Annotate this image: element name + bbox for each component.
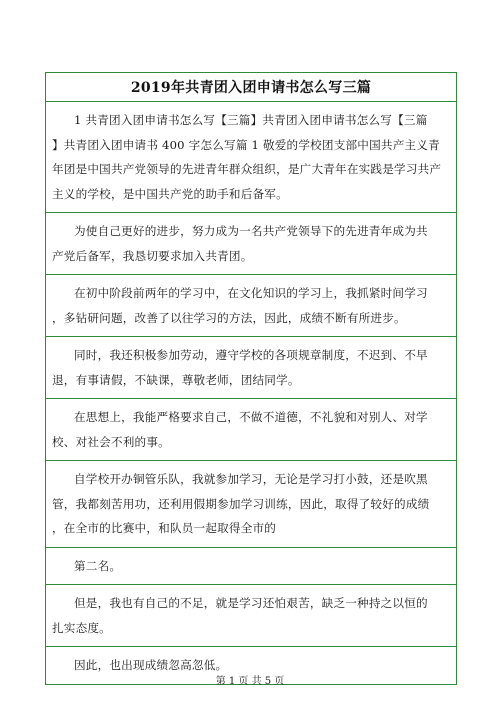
paragraph-line: 管，我都刻苦用功，还利用假期参加学习训练，因此，取得了较好的成绩 — [52, 496, 430, 511]
paragraph-1 — [46, 102, 456, 213]
paragraph-line: 产党后备军，我恳切要求加入共青团。 — [52, 248, 253, 263]
paragraph-7 — [46, 548, 456, 586]
paragraph-line: 1 共青团入团申请书怎么写【三篇】共青团入团申请书怎么写【三篇 — [74, 113, 428, 127]
paragraph-3 — [46, 275, 456, 337]
paragraph-6 — [46, 461, 456, 548]
paragraph-line: 同时，我还积极参加劳动，遵守学校的各项规章制度，不迟到、不早 — [74, 348, 428, 362]
paragraph-2 — [46, 213, 456, 275]
paragraph-line: 校、对社会不利的事。 — [52, 434, 170, 449]
paragraph-line: 扎实态度。 — [52, 620, 111, 635]
paragraph-line: 主义的学校，是中国共产党的助手和后备军。 — [52, 186, 288, 201]
paragraph-line: 】共青团入团申请书 400 字怎么写篇 1 敬爱的学校团支部中国共产主义青 — [52, 137, 440, 152]
paragraph-line: 在初中阶段前两年的学习中，在文化知识的学习上，我抓紧时间学习 — [74, 286, 428, 300]
paragraph-line: 在思想上，我能严格要求自己，不做不道德，不礼貌和对别人、对学 — [74, 410, 428, 424]
paragraph-line: ，在全市的比赛中，和队员一起取得全市的 — [52, 521, 277, 535]
paragraph-line: 第二名。 — [74, 558, 122, 573]
paragraph-line: 年团是中国共产党领导的先进青年群众组织，是广大青年在实践是学习共产 — [52, 162, 442, 176]
paragraph-5 — [46, 399, 456, 461]
paragraph-4 — [46, 337, 456, 399]
paragraph-line: 退，有事请假，不缺课，尊敬老师，团结同学。 — [52, 372, 300, 387]
page-indicator: 第 1 页 共 5 页 — [215, 676, 285, 687]
paragraph-line: 但是，我也有自己的不足，就是学习还怕艰苦，缺乏一种持之以恒的 — [74, 596, 428, 610]
paragraph-line: 为使自己更好的进步，努力成为一名共产党领导下的先进青年成为共 — [74, 224, 428, 238]
page-footer — [0, 672, 500, 687]
title-row — [46, 73, 456, 102]
paragraph-8 — [46, 585, 456, 647]
paragraph-line: ，多钻研问题，改善了以往学习的方法，因此，成绩不断有所进步。 — [52, 310, 406, 325]
paragraph-line: 自学校开办铜管乐队，我就参加学习，无论是学习打小鼓，还是吹黑 — [74, 472, 428, 486]
paragraph-line: 因此，也出现成绩忽高忽低。 — [74, 658, 228, 672]
document-table — [45, 72, 457, 685]
document-title: 2019年共青团入团申请书怎么写三篇 — [130, 80, 372, 96]
